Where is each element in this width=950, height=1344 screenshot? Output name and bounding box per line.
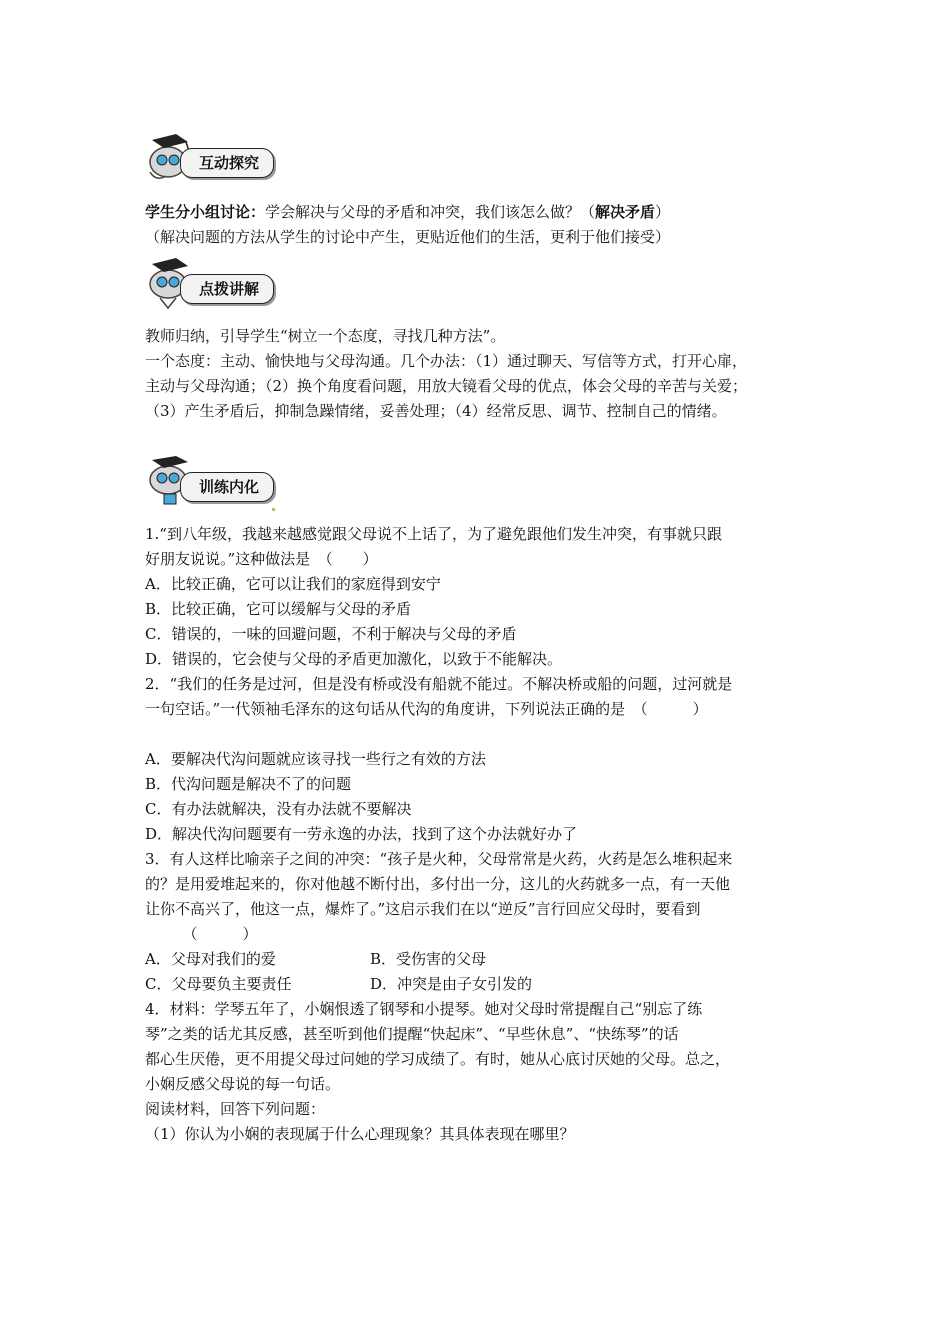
section-title: 互动探究 [180, 148, 274, 178]
guidance-line: （3）产生矛盾后，抑制急躁情绪，妥善处理；（4）经常反思、调节、控制自己的情绪。 [145, 402, 727, 420]
discussion-bold-end: 解决矛盾 [595, 203, 656, 221]
guidance-line: 教师归纳，引导学生“树立一个态度，寻找几种方法”。 [145, 327, 506, 345]
option-b: B．比较正确，它可以缓解与父母的矛盾 [145, 600, 412, 618]
section-header-practice [142, 456, 302, 508]
discussion-line [145, 200, 810, 225]
section2-body [145, 324, 810, 424]
option-d: D．错误的，它会使与父母的矛盾更加激化，以致于不能解决。 [145, 650, 563, 668]
option-c: C．错误的，一味的回避问题，不利于解决与父母的矛盾 [145, 625, 517, 643]
option-d: D．冲突是由子女引发的 [370, 975, 533, 993]
option-c: C．父母要负主要责任 [145, 975, 292, 993]
option-a: A．要解决代沟问题就应该寻找一些行之有效的方法 [145, 750, 486, 768]
question-line: 的？是用爱堆起来的，你对他越不断付出，多付出一分，这儿的火药就多一点，有一天他 [145, 875, 731, 893]
discussion-lead: 学生分小组讨论： [145, 203, 266, 221]
blank-line [145, 722, 810, 747]
discussion-note: （解决问题的方法从学生的讨论中产生，更贴近他们的生活，更利于他们接受） [145, 228, 671, 246]
question-line: 2．“我们的任务是过河，但是没有桥或没有船就不能过。不解决桥或船的问题，过河就是 [145, 675, 733, 693]
question-line: 琴”之类的话尤其反感，甚至听到他们提醒“快起床”、“早些休息”、“快练琴”的话 [145, 1025, 679, 1043]
section-header-interactive-explore [142, 132, 302, 184]
option-b: B．代沟问题是解决不了的问题 [145, 775, 352, 793]
question-line: 让你不高兴了，他这一点，爆炸了。”这启示我们在以“逆反”言行回应父母时，要看到 [145, 900, 701, 918]
speck [272, 508, 275, 511]
section-header-guidance [142, 258, 302, 310]
question-line: 阅读材料，回答下列问题： [145, 1100, 326, 1118]
question-line: 一句空话。”一代领袖毛泽东的这句话从代沟的角度讲，下列说法正确的是 （ ） [145, 700, 708, 718]
question-line: 好朋友说说。”这种做法是 （ ） [145, 550, 378, 568]
section-title: 点拨讲解 [180, 274, 274, 304]
option-a: A．父母对我们的爱 [145, 950, 276, 968]
option-a: A．比较正确，它可以让我们的家庭得到安宁 [145, 575, 441, 593]
question-line: 4．材料：学琴五年了，小娴恨透了钢琴和小提琴。她对父母时常提醒自己“别忘了练 [145, 1000, 703, 1018]
option-c: C．有办法就解决，没有办法就不要解决 [145, 800, 412, 818]
option-row [145, 947, 810, 972]
guidance-line: 主动与父母沟通；（2）换个角度看问题，用放大镜看父母的优点，体会父母的辛苦与关爱； [145, 377, 748, 395]
discussion-text: 学会解决与父母的矛盾和冲突，我们该怎么做？（ [265, 203, 596, 221]
question-line: （1）你认为小娴的表现属于什么心理现象？其具体表现在哪里？ [145, 1125, 575, 1143]
section3-body [145, 522, 810, 1147]
question-line: 3．有人这样比喻亲子之间的冲突：“孩子是火种，父母常常是火药，火药是怎么堆积起来 [145, 850, 733, 868]
option-row [145, 972, 810, 997]
question-line: 小娴反感父母说的每一句话。 [145, 1075, 341, 1093]
question-line: 都心生厌倦，更不用提父母过问她的学习成绩了。有时，她从心底讨厌她的父母。总之， [145, 1050, 731, 1068]
section-title: 训练内化 [180, 472, 274, 502]
discussion-close: ） [655, 203, 671, 221]
option-b: B．受伤害的父母 [370, 950, 487, 968]
guidance-line: 一个态度：主动、愉快地与父母沟通。几个办法：（1）通过聊天、写信等方式，打开心扉， [145, 352, 748, 370]
question-line: （ ） [145, 925, 258, 943]
question-line: 1.“到八年级，我越来越感觉跟父母说不上话了，为了避免跟他们发生冲突，有事就只跟 [145, 525, 722, 543]
section1-body [145, 200, 810, 250]
option-d: D．解决代沟问题要有一劳永逸的办法，找到了这个办法就好办了 [145, 825, 578, 843]
